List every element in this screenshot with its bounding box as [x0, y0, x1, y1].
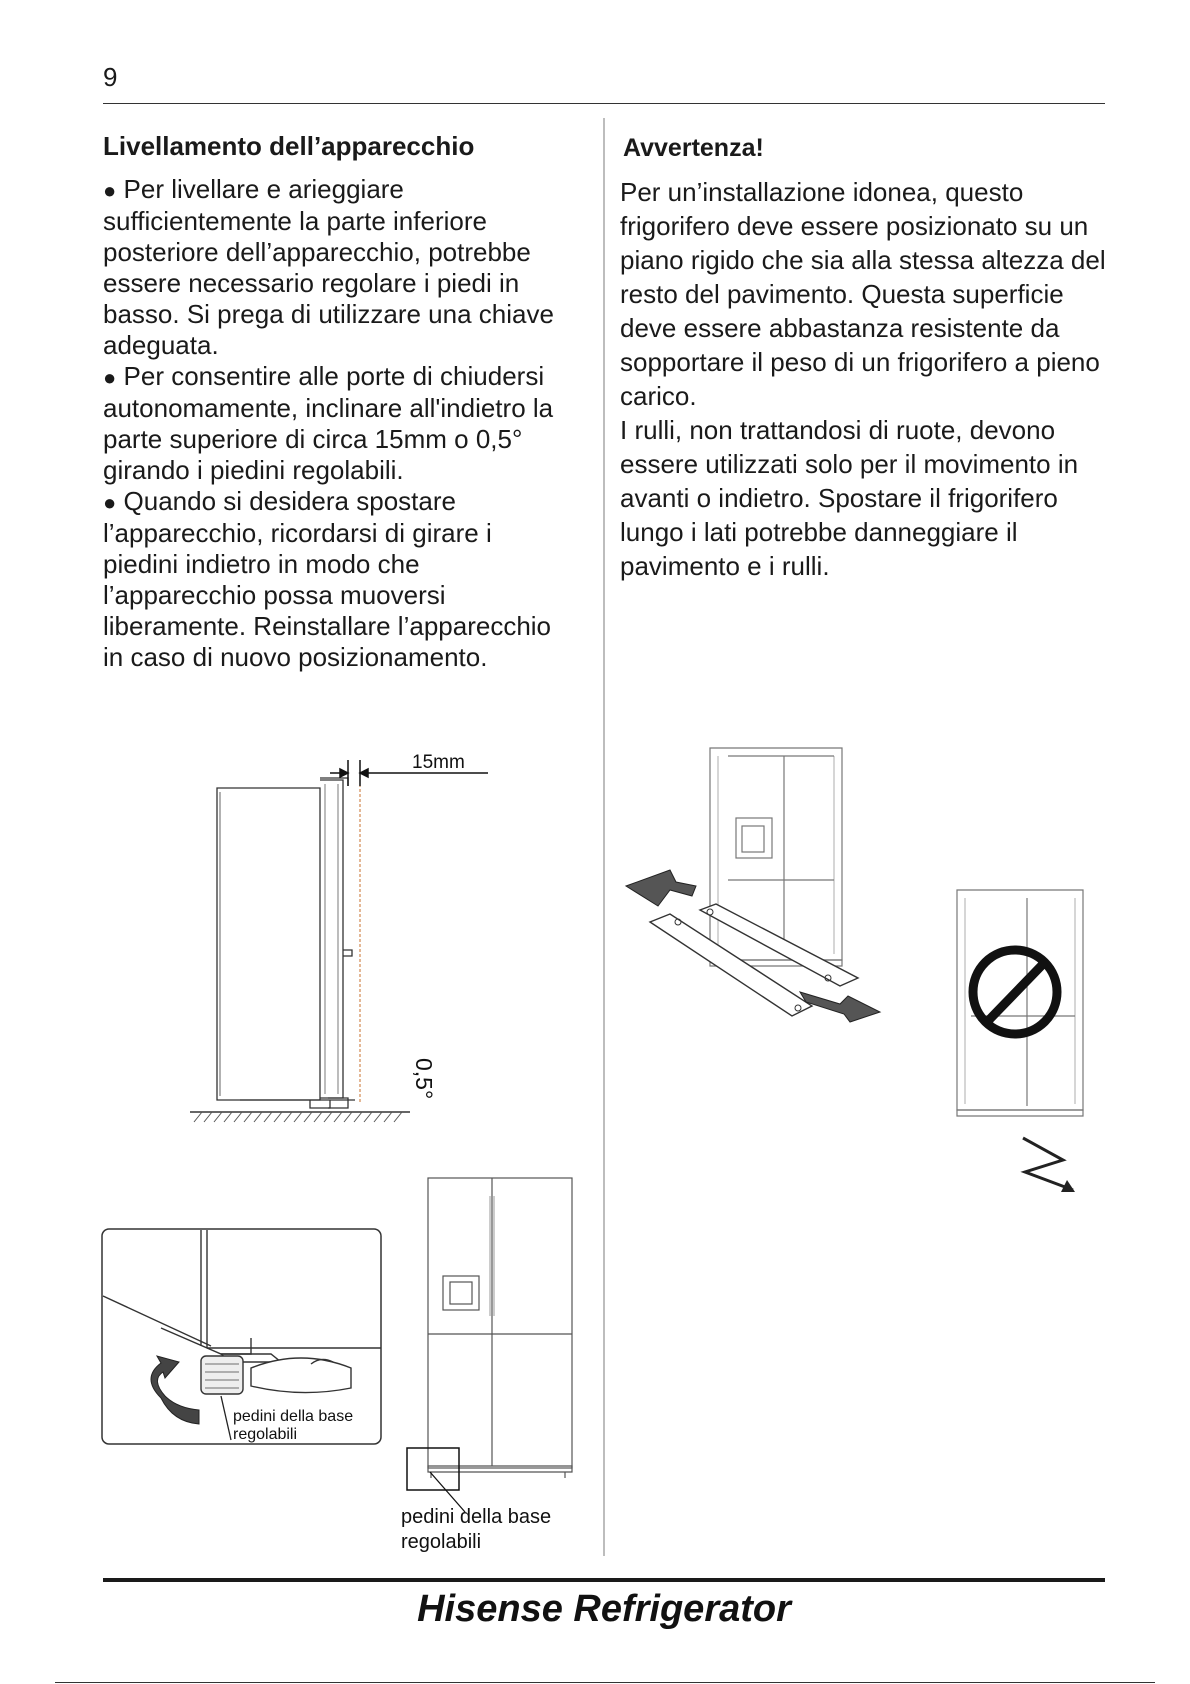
footer-divider — [103, 1578, 1105, 1582]
warning-paragraph: Per un’installazione idonea, questo frigorifero deve essere posizionato su un piano rigido che sia alla stessa altezza del resto del pavimento. Questa superficie deve essere abbastanza resistente da sopportare il peso di un frigorifero a pieno carico. — [620, 177, 1106, 411]
front-view-label-line2: regolabili — [401, 1531, 482, 1553]
header-divider — [103, 103, 1105, 104]
list-item — [103, 361, 573, 486]
front-view-label-line1: pedini della base — [401, 1506, 552, 1528]
page-number: 9 — [103, 62, 118, 92]
page-bottom-rule — [55, 1682, 1155, 1683]
section-heading-leveling: Livellamento dell’apparecchio — [103, 131, 475, 161]
tilt-diagram — [180, 740, 500, 1140]
list-item — [103, 486, 573, 673]
backward-arrow-icon — [800, 992, 880, 1022]
roller-movement-diagram — [618, 746, 898, 1036]
foot-closeup-label-line2: regolabili — [233, 1426, 298, 1443]
column-divider — [603, 118, 605, 1556]
list-item — [103, 174, 573, 361]
instruction-text: Per consentire alle porte di chiudersi autonomamente, inclinare all'indietro la parte superiore di circa 15mm o 0,5° girando i piedini regolabili. — [103, 361, 554, 485]
bullet-icon: ● — [103, 365, 117, 390]
sideways-arrow-icon — [1023, 1138, 1073, 1190]
foot-closeup-label-line1: pedini della base — [233, 1408, 354, 1425]
instruction-text: Quando si desidera spostare l’apparecchio, ricordarsi di girare i piedini indietro in modo che l’apparecchio possa muoversi liberamente. Reinstallare l’apparecchio in caso di nuovo posizionamento. — [103, 486, 552, 672]
warning-paragraph: I rulli, non trattandosi di ruote, devono essere utilizzati solo per il movimento in avanti o indietro. Spostare il frigorifero lungo i lati potrebbe danneggiare il pavimento e i rulli. — [620, 415, 1079, 581]
angle-label: 0,5° — [411, 1058, 437, 1100]
bullet-icon: ● — [103, 178, 117, 203]
bullet-icon: ● — [103, 490, 117, 515]
instruction-text: Per livellare e arieggiare sufficientemente la parte inferiore posteriore dell’apparecchio, potrebbe essere necessario regolare i piedi in basso. Si prega di utilizzare una chiave adeguata. — [103, 174, 554, 360]
warning-text — [620, 175, 1110, 583]
no-side-movement-diagram — [955, 888, 1095, 1198]
forward-arrow-icon — [626, 870, 696, 906]
brand-title: Hisense Refrigerator — [417, 1588, 791, 1630]
foot-closeup-diagram — [101, 1228, 383, 1446]
section-heading-warning: Avvertenza! — [623, 134, 764, 162]
front-view-diagram — [395, 1176, 595, 1556]
leveling-instructions-list — [103, 174, 573, 673]
gap-label: 15mm — [412, 752, 465, 773]
